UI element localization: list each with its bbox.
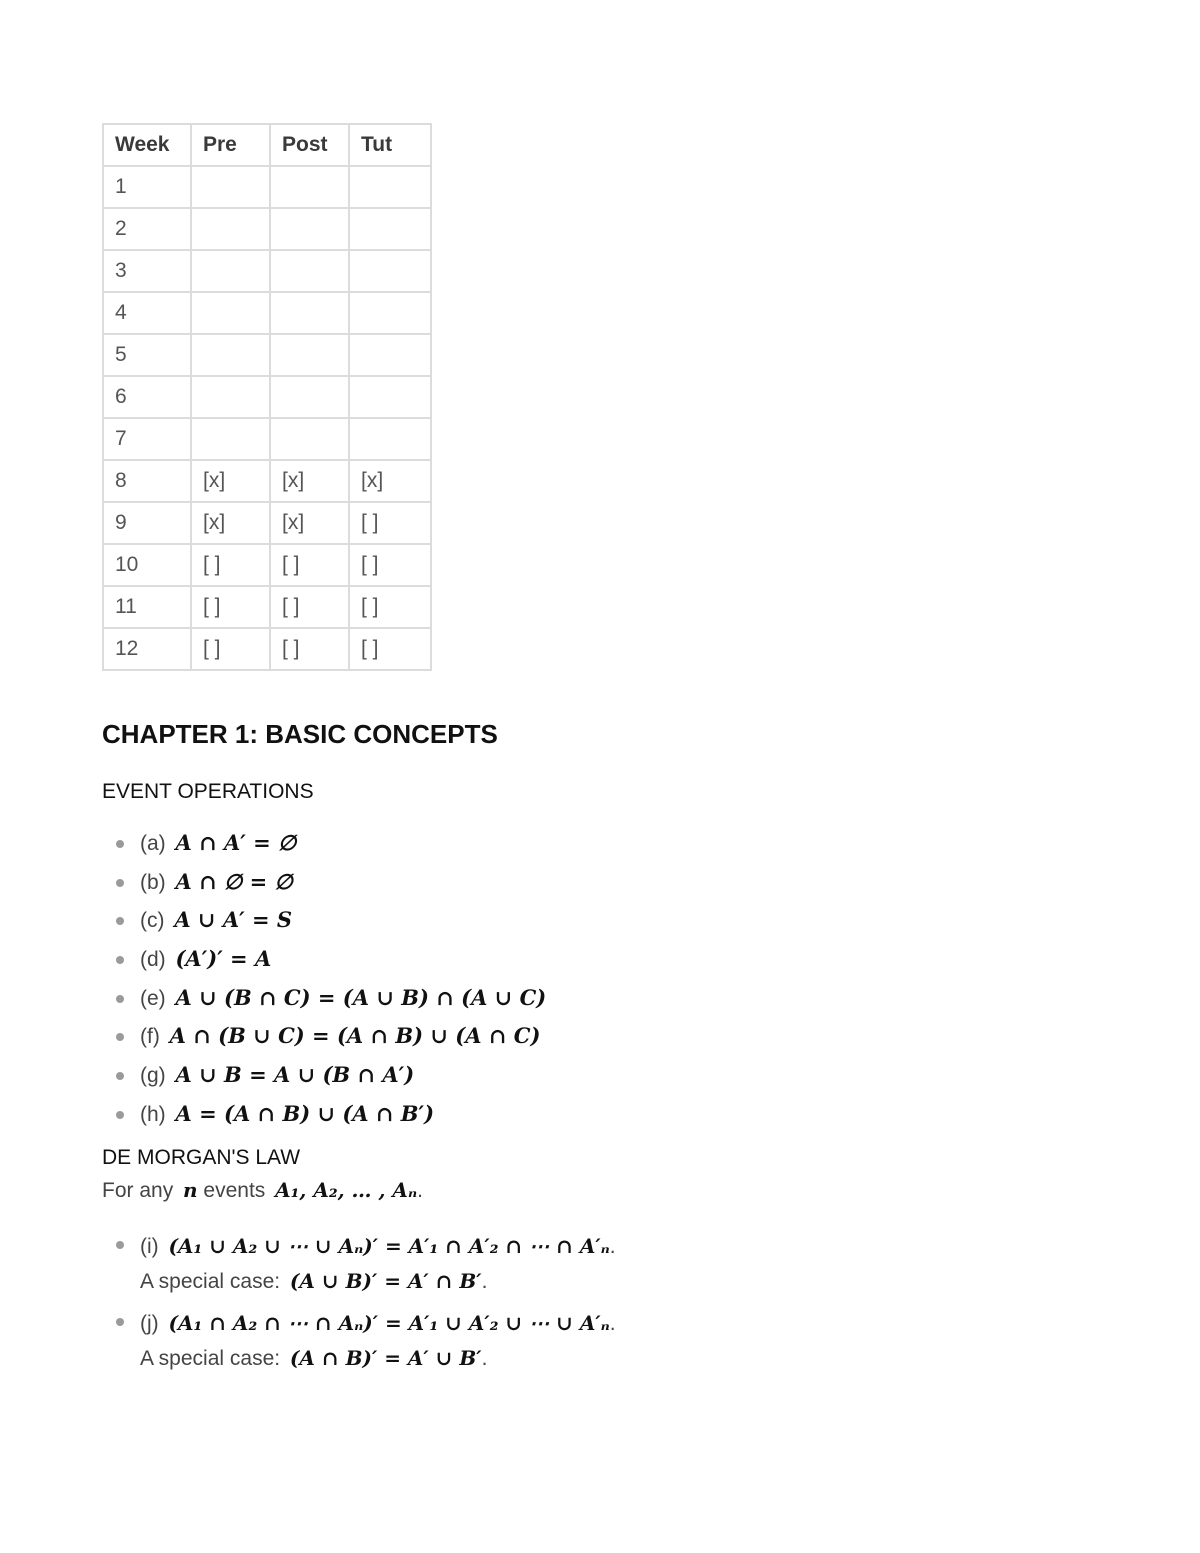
item-label: (j) [140,1311,165,1335]
cell-pre [191,418,270,460]
special-case-end: . [481,1346,488,1370]
item-label: (d) [140,948,172,972]
item-label: (g) [140,1064,172,1088]
cell-pre: [ ] [191,586,270,628]
item-label: (f) [140,1025,166,1049]
list-item [140,905,1102,944]
cell-week: 8 [103,460,191,502]
item-label: (i) [140,1234,165,1258]
list-item [140,1099,1102,1138]
item-label: (e) [140,986,172,1010]
cell-post: [x] [270,502,349,544]
cell-week: 5 [103,334,191,376]
item-formula: A ∪ (B ∩ C) = (A ∪ B) ∩ (A ∪ C) [175,984,547,1010]
cell-tut: [ ] [349,628,431,670]
table-row [103,628,431,670]
table-row [103,250,431,292]
cell-post [270,418,349,460]
intro-prefix: For any [102,1178,180,1202]
table-row [103,292,431,334]
item-end: . [609,1234,616,1258]
cell-post [270,334,349,376]
list-item [140,828,1102,867]
cell-post [270,208,349,250]
table-header-row [103,124,431,166]
list-item [140,983,1102,1022]
header-tut: Tut [349,124,431,166]
table-row [103,586,431,628]
cell-pre: [x] [191,502,270,544]
cell-week: 11 [103,586,191,628]
special-case-formula: (A ∩ B)′ = A′ ∪ B′ [289,1345,482,1370]
table-row [103,502,431,544]
item-formula: A ∪ A′ = S [174,907,293,933]
cell-tut: [ ] [349,544,431,586]
item-formula: A ∩ A′ = ∅ [175,830,297,855]
cell-post [270,292,349,334]
table-row [103,418,431,460]
special-case-end: . [481,1269,488,1293]
item-formula: (A′)′ = A [175,946,272,972]
table-row [103,166,431,208]
list-item [140,867,1102,906]
de-morgan-list [102,1229,1102,1376]
table-row [103,544,431,586]
intro-mid: events [203,1178,272,1202]
cell-week: 6 [103,376,191,418]
header-week: Week [103,124,191,166]
cell-pre [191,250,270,292]
cell-pre [191,208,270,250]
cell-tut [349,250,431,292]
week-progress-table [102,123,432,671]
de-morgan-heading: DE MORGAN'S LAW [102,1145,301,1169]
table-row [103,208,431,250]
cell-post [270,166,349,208]
cell-week: 1 [103,166,191,208]
cell-tut: [x] [349,460,431,502]
cell-post [270,250,349,292]
item-formula: (A₁ ∩ A₂ ∩ ⋯ ∩ Aₙ)′ = A′₁ ∪ A′₂ ∪ ⋯ ∪ A′ₙ [168,1310,610,1335]
list-item [140,1021,1102,1060]
intro-suffix: . [417,1178,423,1202]
item-formula: A = (A ∩ B) ∪ (A ∩ B′) [175,1100,435,1126]
item-label: (b) [140,870,172,894]
event-operations-heading: EVENT OPERATIONS [102,780,314,803]
cell-post [270,376,349,418]
special-case [140,1264,1102,1299]
cell-pre [191,292,270,334]
cell-tut [349,292,431,334]
cell-pre [191,166,270,208]
table-row [103,334,431,376]
cell-tut [349,166,431,208]
item-formula: (A₁ ∪ A₂ ∪ ⋯ ∪ Aₙ)′ = A′₁ ∩ A′₂ ∩ ⋯ ∩ A′ₙ [168,1233,610,1258]
cell-post: [ ] [270,628,349,670]
cell-week: 2 [103,208,191,250]
list-item [140,1306,1102,1376]
item-formula: A ∩ (B ∪ C) = (A ∩ B) ∪ (A ∩ C) [169,1023,541,1049]
event-operations-list [102,828,1102,1138]
cell-tut [349,418,431,460]
cell-tut [349,334,431,376]
cell-pre [191,334,270,376]
table-row [103,376,431,418]
cell-week: 4 [103,292,191,334]
cell-week: 3 [103,250,191,292]
chapter-title: CHAPTER 1: BASIC CONCEPTS [102,719,498,749]
cell-pre [191,376,270,418]
cell-week: 7 [103,418,191,460]
special-case-label: A special case: [140,1269,286,1293]
cell-tut: [ ] [349,586,431,628]
cell-tut [349,376,431,418]
cell-week: 10 [103,544,191,586]
cell-post: [x] [270,460,349,502]
item-formula: A ∪ B = A ∪ (B ∩ A′) [175,1062,415,1088]
cell-week: 9 [103,502,191,544]
de-morgan-intro [102,1178,1102,1203]
cell-tut [349,208,431,250]
item-label: (a) [140,832,172,855]
item-formula: A ∩ ∅ = ∅ [175,868,293,894]
list-item [140,944,1102,983]
cell-tut: [ ] [349,502,431,544]
cell-week: 12 [103,628,191,670]
cell-pre: [ ] [191,628,270,670]
list-item [140,1060,1102,1099]
item-label: (c) [140,909,171,933]
special-case [140,1341,1102,1376]
table-row [103,460,431,502]
header-post: Post [270,124,349,166]
special-case-label: A special case: [140,1346,286,1370]
cell-pre: [ ] [191,544,270,586]
special-case-formula: (A ∪ B)′ = A′ ∩ B′ [289,1268,482,1293]
item-label: (h) [140,1102,172,1126]
list-item [140,1229,1102,1299]
cell-post: [ ] [270,586,349,628]
cell-post: [ ] [270,544,349,586]
intro-events: A₁, A₂, … , Aₙ [275,1177,418,1202]
intro-n: n [183,1177,198,1202]
item-end: . [609,1311,616,1335]
cell-pre: [x] [191,460,270,502]
document-page [102,123,1102,1383]
header-pre: Pre [191,124,270,166]
